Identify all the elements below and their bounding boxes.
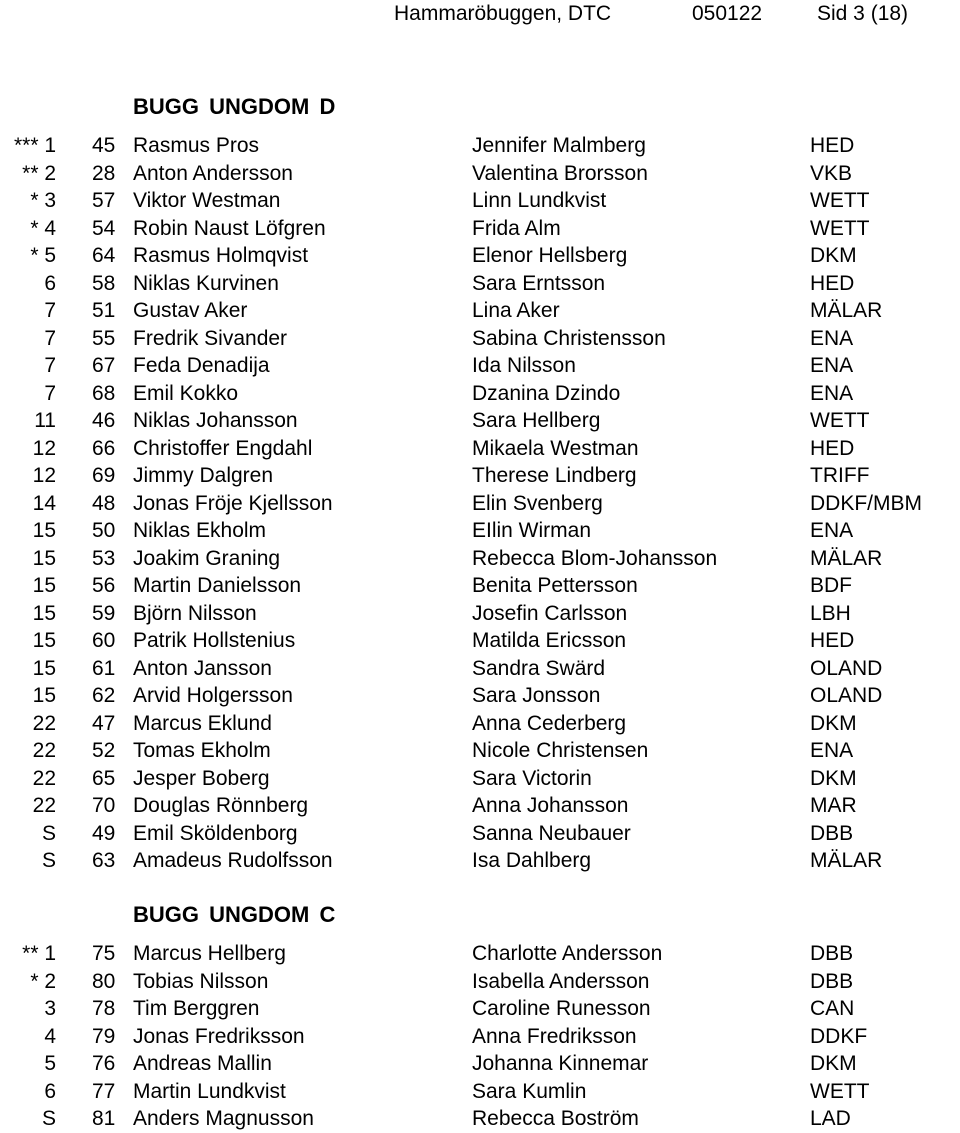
placement: 3 — [44, 997, 56, 1020]
club-name: DDKF — [810, 1024, 868, 1048]
partner-name: Sabina Christensson — [472, 326, 666, 350]
placement: * 5 — [30, 244, 56, 267]
start-number: 59 — [92, 601, 116, 625]
dancer-name: Viktor Westman — [133, 189, 281, 212]
result-row — [0, 765, 960, 793]
result-row — [0, 968, 960, 996]
start-number: 51 — [92, 299, 116, 322]
placement: 15 — [32, 656, 56, 680]
dancer-name: Jimmy Dalgren — [133, 464, 274, 487]
start-number: 61 — [92, 656, 116, 680]
result-row — [0, 600, 960, 628]
placement: 15 — [32, 601, 56, 625]
section-title-ungdom-c: BUGG UNGDOM C — [133, 902, 336, 927]
result-row — [0, 682, 960, 710]
partner-name: Jennifer Malmberg — [472, 134, 646, 157]
partner-name: Sandra Swärd — [472, 656, 606, 680]
partner-name: Rebecca Boström — [472, 1107, 639, 1130]
start-number: 55 — [92, 326, 116, 350]
club-name: LAD — [810, 1107, 851, 1130]
dancer-name: Arvid Holgersson — [133, 684, 293, 707]
partner-name: Anna Johansson — [472, 794, 629, 817]
dancer-name: Jonas Fröje Kjellsson — [133, 491, 333, 515]
partner-name: Anna Fredriksson — [472, 1024, 637, 1048]
result-row — [0, 380, 960, 408]
partner-name: Valentina Brorsson — [472, 161, 648, 185]
dancer-name: Amadeus Rudolfsson — [133, 849, 333, 872]
result-row — [0, 462, 960, 490]
club-name: TRIFF — [810, 464, 870, 487]
dancer-name: Gustav Aker — [133, 299, 248, 322]
start-number: 56 — [92, 574, 116, 597]
start-number: 47 — [92, 711, 116, 735]
result-row — [0, 1078, 960, 1106]
result-row — [0, 160, 960, 188]
club-name: HED — [810, 436, 855, 460]
partner-name: Linn Lundkvist — [472, 189, 607, 212]
result-row — [0, 325, 960, 353]
club-name: WETT — [810, 216, 870, 240]
dancer-name: Marcus Hellberg — [133, 942, 286, 965]
dancer-name: Emil Sköldenborg — [133, 821, 298, 845]
result-row — [0, 490, 960, 518]
club-name: HED — [810, 271, 855, 295]
result-row — [0, 242, 960, 270]
placement: 22 — [32, 711, 56, 735]
start-number: 81 — [92, 1107, 116, 1130]
partner-name: Dzanina Dzindo — [472, 381, 621, 405]
placement: 11 — [34, 409, 56, 432]
result-row — [0, 1050, 960, 1078]
club-name: OLAND — [810, 656, 883, 680]
start-number: 80 — [92, 969, 116, 993]
dancer-name: Björn Nilsson — [133, 601, 257, 625]
start-number: 46 — [92, 409, 116, 432]
start-number: 53 — [92, 546, 116, 570]
club-name: BDF — [810, 574, 852, 597]
club-name: OLAND — [810, 684, 883, 707]
start-number: 63 — [92, 849, 116, 872]
dancer-name: Jesper Boberg — [133, 766, 270, 790]
club-name: HED — [810, 134, 855, 157]
club-name: HED — [810, 629, 855, 652]
club-name: DDKF/MBM — [810, 491, 922, 515]
start-number: 75 — [92, 942, 116, 965]
club-name: WETT — [810, 189, 870, 212]
placement: S — [41, 821, 56, 845]
start-number: 52 — [92, 739, 116, 762]
result-row — [0, 132, 960, 160]
club-name: ENA — [810, 326, 854, 350]
dancer-name: Anton Andersson — [133, 161, 293, 185]
dancer-name: Robin Naust Löfgren — [133, 216, 326, 240]
placement: 7 — [44, 381, 56, 405]
club-name: MAR — [810, 794, 857, 817]
dancer-name: Rasmus Holmqvist — [133, 244, 309, 267]
result-row — [0, 187, 960, 215]
club-name: DKM — [810, 1052, 857, 1075]
result-row — [0, 545, 960, 573]
club-name: MÄLAR — [810, 299, 883, 322]
dancer-name: Tomas Ekholm — [133, 739, 271, 762]
dancer-name: Martin Danielsson — [133, 574, 302, 597]
start-number: 54 — [92, 216, 116, 240]
partner-name: Isa Dahlberg — [472, 849, 592, 872]
partner-name: Therese Lindberg — [472, 464, 637, 487]
placement: 7 — [44, 354, 56, 377]
partner-name: Sara Victorin — [472, 766, 592, 790]
start-number: 70 — [92, 794, 116, 817]
partner-name: Lina Aker — [472, 299, 560, 322]
result-row — [0, 435, 960, 463]
club-name: CAN — [810, 997, 855, 1020]
start-number: 45 — [92, 134, 116, 157]
placement: *** 1 — [13, 134, 56, 157]
placement: 22 — [32, 766, 56, 790]
partner-name: Matilda Ericsson — [472, 629, 627, 652]
results-list-ungdom-d — [0, 132, 960, 875]
dancer-name: Martin Lundkvist — [133, 1079, 286, 1103]
result-row — [0, 215, 960, 243]
dancer-name: Marcus Eklund — [133, 711, 272, 735]
partner-name: Josefin Carlsson — [472, 601, 628, 625]
start-number: 65 — [92, 766, 116, 790]
dancer-name: Niklas Johansson — [133, 409, 298, 432]
dancer-name: Joakim Graning — [133, 546, 281, 570]
dancer-name: Feda Denadija — [133, 354, 270, 377]
start-number: 77 — [92, 1079, 116, 1103]
results-list-ungdom-c — [0, 940, 960, 1133]
start-number: 62 — [92, 684, 116, 707]
dancer-name: Fredrik Sivander — [133, 326, 288, 350]
partner-name: Ida Nilsson — [472, 354, 576, 377]
result-row — [0, 847, 960, 875]
partner-name: Rebecca Blom-Johansson — [472, 546, 718, 570]
club-name: DKM — [810, 766, 857, 790]
start-number: 64 — [92, 244, 116, 267]
result-row — [0, 710, 960, 738]
partner-name: Isabella Andersson — [472, 969, 650, 993]
dancer-name: Rasmus Pros — [133, 134, 260, 157]
result-row — [0, 940, 960, 968]
dancer-name: Patrik Hollstenius — [133, 629, 296, 652]
placement: 15 — [32, 519, 56, 542]
dancer-name: Tobias Nilsson — [133, 969, 269, 993]
club-name: DKM — [810, 244, 857, 267]
result-row — [0, 995, 960, 1023]
club-name: MÄLAR — [810, 546, 883, 570]
result-row — [0, 297, 960, 325]
club-name: DBB — [810, 821, 854, 845]
placement: 15 — [32, 574, 56, 597]
partner-name: Nicole Christensen — [472, 739, 649, 762]
partner-name: Benita Pettersson — [472, 574, 638, 597]
placement: ** 1 — [22, 942, 56, 965]
partner-name: Elin Svenberg — [472, 491, 603, 515]
club-name: LBH — [810, 601, 851, 625]
dancer-name: Emil Kokko — [133, 381, 239, 405]
result-row — [0, 352, 960, 380]
placement: 6 — [44, 1079, 56, 1103]
result-row — [0, 820, 960, 848]
start-number: 66 — [92, 436, 116, 460]
partner-name: Sara Hellberg — [472, 409, 601, 432]
page-number: Sid 3 (18) — [817, 2, 909, 25]
dancer-name: Anders Magnusson — [133, 1107, 314, 1130]
club-name: ENA — [810, 739, 854, 762]
document-title: Hammaröbuggen, DTC — [394, 2, 612, 25]
placement: 12 — [32, 436, 56, 460]
result-row — [0, 792, 960, 820]
dancer-name: Tim Berggren — [133, 997, 260, 1020]
page-header — [0, 0, 960, 32]
dancer-name: Christoffer Engdahl — [133, 436, 313, 460]
result-row — [0, 270, 960, 298]
result-row — [0, 517, 960, 545]
start-number: 67 — [92, 354, 116, 377]
placement: 5 — [44, 1052, 56, 1075]
partner-name: Elenor Hellsberg — [472, 244, 628, 267]
section-title-ungdom-d: BUGG UNGDOM D — [133, 94, 336, 119]
partner-name: Sanna Neubauer — [472, 821, 631, 845]
placement: 7 — [44, 299, 56, 322]
placement: ** 2 — [22, 161, 56, 185]
partner-name: EIlin Wirman — [472, 519, 592, 542]
placement: 15 — [32, 629, 56, 652]
partner-name: Anna Cederberg — [472, 711, 627, 735]
dancer-name: Niklas Ekholm — [133, 519, 267, 542]
start-number: 57 — [92, 189, 116, 212]
club-name: WETT — [810, 409, 870, 432]
placement: 14 — [32, 491, 56, 515]
dancer-name: Douglas Rönnberg — [133, 794, 309, 817]
club-name: VKB — [810, 161, 853, 185]
start-number: 76 — [92, 1052, 116, 1075]
start-number: 28 — [92, 161, 116, 185]
partner-name: Sara Erntsson — [472, 271, 606, 295]
partner-name: Frida Alm — [472, 216, 561, 240]
start-number: 68 — [92, 381, 116, 405]
start-number: 58 — [92, 271, 116, 295]
placement: * 2 — [30, 969, 56, 993]
start-number: 79 — [92, 1024, 116, 1048]
placement: 6 — [44, 271, 56, 295]
result-row — [0, 655, 960, 683]
club-name: MÄLAR — [810, 849, 883, 872]
placement: 15 — [32, 546, 56, 570]
start-number: 69 — [92, 464, 116, 487]
club-name: DBB — [810, 969, 854, 993]
club-name: DKM — [810, 711, 857, 735]
start-number: 49 — [92, 821, 116, 845]
placement: * 3 — [30, 189, 56, 212]
start-number: 50 — [92, 519, 116, 542]
club-name: ENA — [810, 381, 854, 405]
placement: 4 — [44, 1024, 56, 1048]
club-name: DBB — [810, 942, 854, 965]
placement: 22 — [32, 739, 56, 762]
placement: * 4 — [30, 216, 56, 240]
document-date: 050122 — [692, 2, 763, 25]
dancer-name: Anton Jansson — [133, 656, 272, 680]
start-number: 48 — [92, 491, 116, 515]
dancer-name: Jonas Fredriksson — [133, 1024, 305, 1048]
placement: S — [41, 849, 56, 872]
partner-name: Johanna Kinnemar — [472, 1052, 649, 1075]
dancer-name: Niklas Kurvinen — [133, 271, 279, 295]
result-row — [0, 407, 960, 435]
club-name: ENA — [810, 519, 854, 542]
result-row — [0, 737, 960, 765]
placement: S — [41, 1107, 56, 1130]
start-number: 60 — [92, 629, 116, 652]
placement: 22 — [32, 794, 56, 817]
result-row — [0, 1105, 960, 1133]
partner-name: Charlotte Andersson — [472, 942, 663, 965]
result-row — [0, 572, 960, 600]
club-name: ENA — [810, 354, 854, 377]
placement: 7 — [44, 326, 56, 350]
partner-name: Caroline Runesson — [472, 997, 651, 1020]
partner-name: Sara Kumlin — [472, 1079, 587, 1103]
partner-name: Sara Jonsson — [472, 684, 601, 707]
result-row — [0, 1023, 960, 1051]
partner-name: Mikaela Westman — [472, 436, 639, 460]
club-name: WETT — [810, 1079, 870, 1103]
dancer-name: Andreas Mallin — [133, 1052, 272, 1075]
start-number: 78 — [92, 997, 116, 1020]
placement: 15 — [32, 684, 56, 707]
placement: 12 — [32, 464, 56, 487]
result-row — [0, 627, 960, 655]
